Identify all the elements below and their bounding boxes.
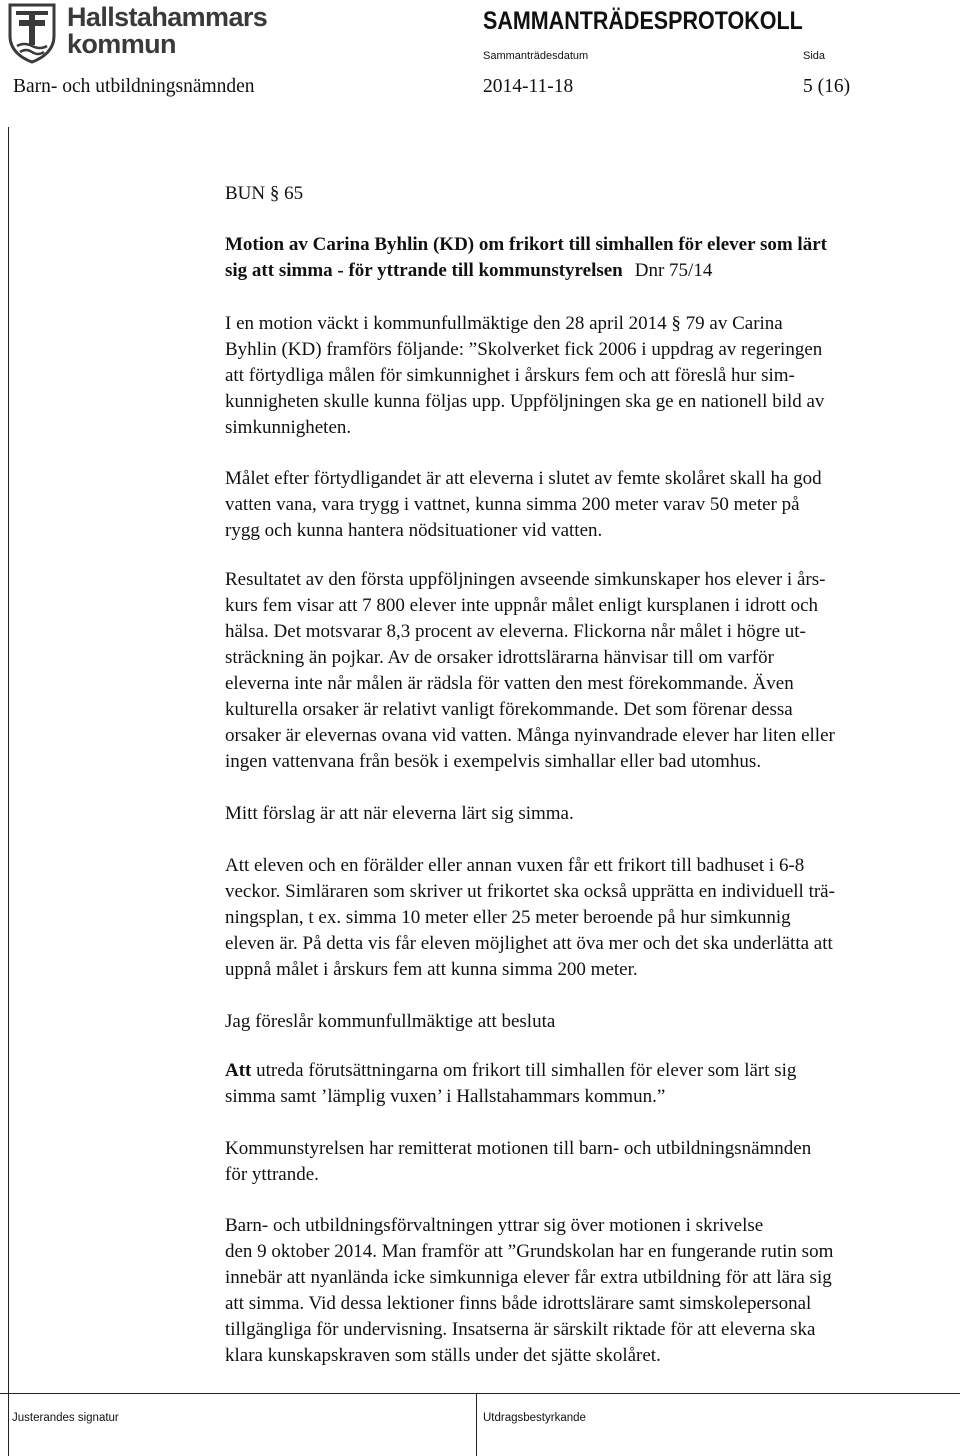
left-margin-rule [8,127,9,1393]
text-line [225,466,950,492]
line-text: innebär att nyanlända icke simkunniga elever får extra utbildning för att lära sig [225,1267,832,1288]
document-type-title: SAMMANTRÄDESPROTOKOLL [483,7,803,35]
line-text: Mitt förslag är att när eleverna lärt sig simma. [225,803,574,824]
line-text: hälsa. Det motsvarar 8,3 procent av eleverna. Flickorna når målet i högre ut- [225,621,806,642]
text-line [225,853,950,879]
text-line [225,1058,950,1084]
text-line [225,311,950,337]
coat-of-arms-icon [7,2,57,64]
text-line [225,593,950,619]
line-text: orsaker är elevernas ovana vid vatten. Många nyinvandrade elever har liten eller [225,725,835,746]
text-line [225,697,950,723]
line-text: vatten vana, vara trygg i vattnet, kunna simma 200 meter varav 50 meter på [225,494,800,515]
line-text: rygg och kunna hantera nödsituationer vid vatten. [225,520,603,541]
line-text: veckor. Simläraren som skriver ut frikortet ska också upprätta en individuell trä- [225,881,835,902]
line-text: sträckning än pojkar. Av de orsaker idrottslärarna hänvisar till om varför [225,647,774,668]
line-text: kulturella orsaker är relativt vanligt förekommande. Det som förenar dessa [225,699,793,720]
text-line [225,492,950,518]
meeting-date-caption: Sammanträdesdatum [483,50,589,62]
text-line [225,931,950,957]
footer-left-rule [8,1393,9,1456]
line-text: ingen vattenvana från besök i exempelvis simhallar eller bad utomhus. [225,751,762,772]
text-line [225,363,950,389]
text-line [225,567,950,593]
line-text: Resultatet av den första uppföljningen avseende simkunskaper hos elever i års- [225,569,826,590]
section-number: BUN § 65 [225,183,304,204]
body-paragraph [225,1136,950,1188]
title-line-text: Motion av Carina Byhlin (KD) om frikort till simhallen för elever som lärt [225,234,827,255]
line-text: Jag föreslår kommunfullmäktige att besluta [225,1011,556,1032]
body-paragraph [225,1058,950,1110]
case-number: Dnr 75/14 [634,260,713,281]
text-line [225,801,950,827]
text-line [225,671,950,697]
text-line [225,337,950,363]
body-paragraph [225,801,950,827]
text-line [225,1009,950,1035]
logo-wordmark-line2: kommun [67,29,176,59]
text-line [225,1084,950,1110]
text-line [225,957,950,983]
text-line [225,518,950,544]
text-line [225,1291,950,1317]
line-text: simkunnigheten. [225,417,352,438]
text-line [225,1239,950,1265]
committee-name: Barn- och utbildningsnämnden [13,76,255,97]
line-text: utreda förutsättningarna om frikort till simhallen för elever som lärt sig [251,1060,797,1081]
text-line [225,1162,950,1188]
line-text: Byhlin (KD) framförs följande: ”Skolverket fick 2006 i uppdrag av regeringen [225,339,823,360]
footer-divider [0,1393,960,1394]
body-paragraph [225,1009,950,1035]
text-line [225,905,950,931]
line-text: klara kunskapskraven som ställs under det sjätte skolåret. [225,1345,661,1366]
line-text: eleverna inte når målen är rädsla för vatten den mest förekommande. Även [225,673,794,694]
line-text: att förtydliga målen för simkunnighet i årskurs fem och att föreslå hur sim- [225,365,795,386]
line-text: kunnigheten skulle kunna följas upp. Uppföljningen ska ge en nationell bild av [225,391,825,412]
certification-caption: Utdragsbestyrkande [483,1412,586,1424]
text-line [225,1343,950,1369]
line-text: uppnå målet i årskurs fem att kunna simma 200 meter. [225,959,638,980]
text-line [225,1317,950,1343]
text-line [225,723,950,749]
body-paragraph [225,853,950,983]
line-text: I en motion väckt i kommunfullmäktige den 28 april 2014 § 79 av Carina [225,313,783,334]
title-line [225,232,827,258]
title-line-text: sig att simma - för yttrande till kommunstyrelsen [225,260,623,281]
meeting-date: 2014-11-18 [483,76,574,97]
page-number: 5 (16) [803,76,851,97]
text-line [225,1136,950,1162]
text-line [225,619,950,645]
lead-word: Att [225,1060,252,1081]
text-line [225,749,950,775]
line-text: kurs fem visar att 7 800 elever inte uppnår målet enligt kursplanen i idrott och [225,595,819,616]
line-text: ningsplan, t ex. simma 10 meter eller 25 meter beroende på hur simkunnig [225,907,791,928]
body-paragraph [225,567,950,775]
signature-caption: Justerandes signatur [12,1412,119,1424]
body-paragraph [225,311,950,441]
line-text: tillgängliga för undervisning. Insatserna är särskilt riktade för att eleverna ska [225,1319,816,1340]
body-paragraph [225,466,950,544]
body-paragraph [225,1213,950,1369]
text-line [225,645,950,671]
line-text: den 9 oktober 2014. Man framför att ”Grundskolan har en fungerande rutin som [225,1241,834,1262]
line-text: att simma. Vid dessa lektioner finns både idrottslärare samt simskolepersonal [225,1293,812,1314]
text-line [225,389,950,415]
text-line [225,415,950,441]
line-text: simma samt ’lämplig vuxen’ i Hallstahammars kommun.” [225,1086,666,1107]
line-text: Barn- och utbildningsförvaltningen yttrar sig över motionen i skrivelse [225,1215,764,1236]
page-caption: Sida [803,50,826,62]
logo-wordmark-line1: Hallstahammars [67,2,268,32]
line-text: Målet efter förtydligandet är att eleverna i slutet av femte skolåret skall ha god [225,468,822,489]
line-text: eleven är. På detta vis får eleven möjlighet att öva mer och det ska underlätta att [225,933,833,954]
text-line [225,1213,950,1239]
text-line [225,1265,950,1291]
footer-middle-rule [476,1393,477,1456]
line-text: för yttrande. [225,1164,319,1185]
title-line [225,258,827,284]
line-text: Att eleven och en förälder eller annan vuxen får ett frikort till badhuset i 6-8 [225,855,805,876]
text-line [225,879,950,905]
motion-title [225,232,827,284]
line-text: Kommunstyrelsen har remitterat motionen till barn- och utbildningsnämnden [225,1138,812,1159]
